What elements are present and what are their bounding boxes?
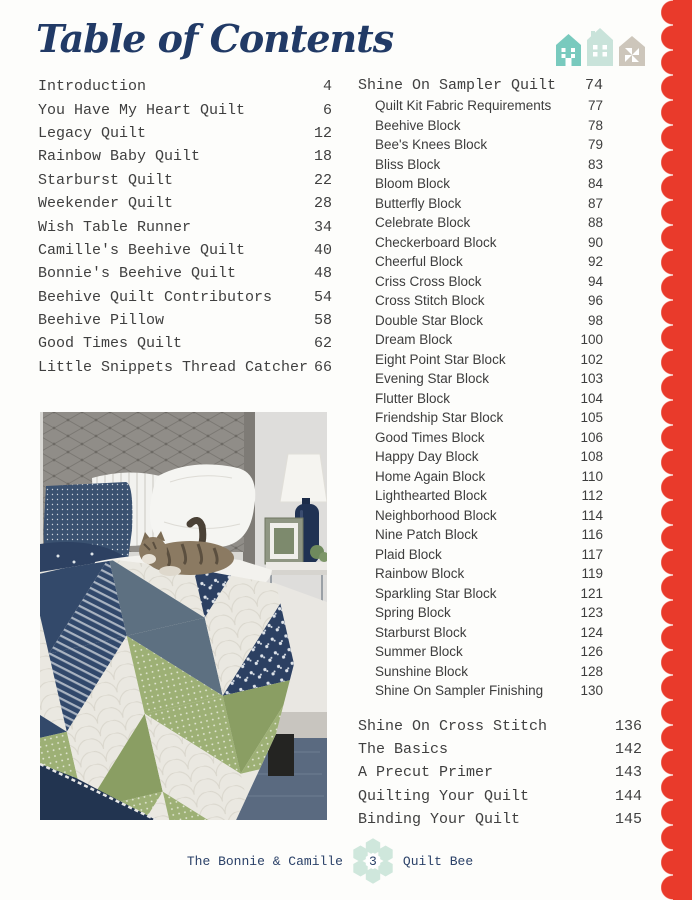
toc-sub-entry bbox=[375, 564, 603, 584]
toc-entry-page: 123 bbox=[580, 605, 603, 621]
toc-sub-entry bbox=[375, 135, 603, 155]
toc-entry-page: 28 bbox=[313, 195, 332, 213]
toc-entry-label: Quilting Your Quilt bbox=[358, 787, 530, 805]
toc-entry-page: 87 bbox=[587, 195, 603, 211]
toc-entry-label: Shine On Sampler Finishing bbox=[375, 683, 544, 699]
toc-entry-page: 98 bbox=[587, 312, 603, 328]
hexagon-flower-icon bbox=[348, 836, 398, 886]
toc-entry-page: 100 bbox=[580, 332, 603, 348]
toc-sub-entry bbox=[375, 525, 603, 545]
toc-entry-page: 126 bbox=[580, 644, 603, 660]
toc-left-list bbox=[38, 75, 332, 379]
toc-entry-label: Eight Point Star Block bbox=[375, 351, 506, 367]
bedroom-quilt-photo bbox=[40, 412, 327, 820]
toc-entry-page: 105 bbox=[580, 410, 603, 426]
toc-entry-page: 136 bbox=[614, 717, 642, 735]
toc-sub-entry bbox=[375, 506, 603, 526]
toc-entry-page: 40 bbox=[313, 241, 332, 259]
toc-sub-entry bbox=[375, 330, 603, 350]
toc-entry bbox=[358, 784, 642, 807]
page-title: Table of Contents bbox=[36, 16, 394, 61]
toc-entry bbox=[38, 239, 332, 262]
toc-entry-label: Beehive Quilt Contributors bbox=[38, 288, 273, 306]
toc-entry-label: Wish Table Runner bbox=[38, 218, 192, 236]
toc-entry bbox=[38, 169, 332, 192]
toc-entry-label: Cheerful Block bbox=[375, 254, 463, 270]
toc-entry-label: Happy Day Block bbox=[375, 449, 479, 465]
toc-entry-page: 106 bbox=[580, 429, 603, 445]
toc-entry-label: Lighthearted Block bbox=[375, 488, 487, 504]
footer bbox=[0, 836, 660, 886]
toc-sub-entry bbox=[375, 311, 603, 331]
toc-sub-entry bbox=[375, 96, 603, 116]
toc-entry-page: 145 bbox=[614, 810, 642, 828]
toc-entry bbox=[38, 145, 332, 168]
toc-entry-sampler-heading bbox=[358, 75, 603, 96]
footer-left-text: The Bonnie & Camille bbox=[186, 853, 343, 869]
toc-entry-page: 90 bbox=[587, 234, 603, 250]
toc-entry bbox=[38, 332, 332, 355]
toc-sub-entry bbox=[375, 447, 603, 467]
teal-house-icon bbox=[556, 34, 581, 71]
toc-entry-page: 124 bbox=[580, 624, 603, 640]
toc-entry bbox=[358, 761, 642, 784]
toc-sub-entry bbox=[375, 155, 603, 175]
toc-entry-label: Quilt Kit Fabric Requirements bbox=[375, 98, 552, 114]
toc-sub-entry bbox=[375, 486, 603, 506]
toc-entry-label: Bonnie's Beehive Quilt bbox=[38, 265, 237, 283]
toc-entry bbox=[38, 192, 332, 215]
toc-sub-entry bbox=[375, 642, 603, 662]
toc-entry bbox=[38, 356, 332, 379]
toc-entry-label: Flutter Block bbox=[375, 390, 451, 406]
toc-entry-label: Little Snippets Thread Catcher bbox=[38, 358, 309, 376]
toc-entry bbox=[38, 309, 332, 332]
toc-entry-page: 79 bbox=[587, 137, 603, 153]
toc-entry-label: Celebrate Block bbox=[375, 215, 471, 231]
toc-entry-page: 142 bbox=[614, 740, 642, 758]
toc-entry-page: 12 bbox=[313, 124, 332, 142]
toc-entry-label: Good Times Block bbox=[375, 429, 485, 445]
toc-entry-label: Nine Patch Block bbox=[375, 527, 478, 543]
toc-sub-entry bbox=[375, 272, 603, 292]
toc-entry-label: Checkerboard Block bbox=[375, 234, 497, 250]
toc-entry-page: 74 bbox=[584, 77, 603, 94]
toc-entry-label: Double Star Block bbox=[375, 312, 484, 328]
toc-entry-label: Dream Block bbox=[375, 332, 453, 348]
toc-sub-entry bbox=[375, 116, 603, 136]
toc-entry-page: 77 bbox=[587, 98, 603, 114]
toc-entry bbox=[38, 122, 332, 145]
toc-sub-entry bbox=[375, 389, 603, 409]
toc-entry-page: 6 bbox=[322, 101, 332, 119]
toc-entry-page: 66 bbox=[313, 358, 332, 376]
toc-entry bbox=[38, 262, 332, 285]
toc-entry-label: Butterfly Block bbox=[375, 195, 462, 211]
toc-entry-label: Shine On Cross Stitch bbox=[358, 717, 548, 735]
toc-entry-label: Starburst Quilt bbox=[38, 171, 174, 189]
toc-entry-page: 48 bbox=[313, 265, 332, 283]
toc-entry-label: Bloom Block bbox=[375, 176, 451, 192]
toc-entry bbox=[38, 286, 332, 309]
toc-entry-label: Rainbow Block bbox=[375, 566, 465, 582]
toc-entry-label: Camille's Beehive Quilt bbox=[38, 241, 246, 259]
toc-entry-label: Cross Stitch Block bbox=[375, 293, 485, 309]
toc-entry bbox=[38, 98, 332, 121]
toc-sub-entry bbox=[375, 545, 603, 565]
toc-entry-label: Sunshine Block bbox=[375, 663, 469, 679]
toc-entry-page: 114 bbox=[581, 507, 603, 523]
toc-entry-page: 88 bbox=[587, 215, 603, 231]
toc-entry-page: 62 bbox=[313, 335, 332, 353]
toc-sub-entry bbox=[375, 623, 603, 643]
toc-entry-page: 4 bbox=[322, 78, 332, 96]
toc-entry-page: 110 bbox=[581, 468, 603, 484]
toc-entry-page: 92 bbox=[587, 254, 603, 270]
toc-entry-page: 103 bbox=[580, 371, 603, 387]
toc-entry-label: Sparkling Star Block bbox=[375, 585, 497, 601]
toc-entry bbox=[358, 808, 642, 831]
toc-entry-label: Plaid Block bbox=[375, 546, 442, 562]
toc-entry-page: 54 bbox=[313, 288, 332, 306]
toc-entry-page: 117 bbox=[581, 546, 603, 562]
toc-entry-page: 143 bbox=[614, 764, 642, 782]
toc-entry-page: 128 bbox=[580, 663, 603, 679]
toc-entry bbox=[38, 215, 332, 238]
toc-entry-label: Starburst Block bbox=[375, 624, 467, 640]
toc-entry-label: You Have My Heart Quilt bbox=[38, 101, 246, 119]
toc-entry-label: Evening Star Block bbox=[375, 371, 490, 387]
toc-entry-label: Beehive Block bbox=[375, 117, 461, 133]
toc-entry-label: Friendship Star Block bbox=[375, 410, 504, 426]
scallop-border-icon bbox=[661, 0, 673, 900]
house-icons bbox=[556, 28, 645, 71]
toc-entry bbox=[358, 715, 642, 738]
toc-entry-page: 22 bbox=[313, 171, 332, 189]
toc-sub-entry bbox=[375, 662, 603, 682]
toc-entry-page: 102 bbox=[580, 351, 603, 367]
toc-entry-page: 96 bbox=[587, 293, 603, 309]
toc-sub-entry bbox=[375, 603, 603, 623]
toc-entry-label: Bliss Block bbox=[375, 156, 441, 172]
toc-sub-entry bbox=[375, 584, 603, 604]
toc-sub-entry bbox=[375, 233, 603, 253]
toc-entry-page: 130 bbox=[580, 683, 603, 699]
toc-entry-page: 58 bbox=[313, 312, 332, 330]
toc-sub-entry bbox=[375, 174, 603, 194]
pinwheel-house-icon bbox=[619, 36, 645, 71]
toc-sub-entry bbox=[375, 350, 603, 370]
toc-sub-entry bbox=[375, 681, 603, 701]
toc-entry-page: 104 bbox=[580, 390, 603, 406]
toc-entry-page: 78 bbox=[587, 117, 603, 133]
toc-entry-label: A Precut Primer bbox=[358, 764, 494, 782]
toc-entry-label: Shine On Sampler Quilt bbox=[358, 77, 557, 94]
toc-sub-entry bbox=[375, 467, 603, 487]
toc-entry-page: 121 bbox=[580, 585, 603, 601]
toc-sub-entry bbox=[375, 213, 603, 233]
toc-entry-label: Spring Block bbox=[375, 605, 451, 621]
toc-entry-page: 83 bbox=[587, 156, 603, 172]
toc-entry bbox=[38, 75, 332, 98]
toc-entry-label: Introduction bbox=[38, 78, 147, 96]
toc-sub-entry bbox=[375, 428, 603, 448]
toc-entry-page: 116 bbox=[581, 527, 603, 543]
toc-entry-page: 18 bbox=[313, 148, 332, 166]
toc-entry-label: Beehive Pillow bbox=[38, 312, 165, 330]
toc-sub-entry bbox=[375, 194, 603, 214]
toc-entry-page: 84 bbox=[587, 176, 603, 192]
scallop-border-strip bbox=[673, 0, 692, 900]
toc-entry-page: 119 bbox=[581, 566, 603, 582]
toc-entry-label: Neighborhood Block bbox=[375, 507, 497, 523]
toc-entry-page: 144 bbox=[614, 787, 642, 805]
mint-house-icon bbox=[587, 28, 613, 71]
footer-page-number: 3 bbox=[369, 853, 377, 869]
toc-entry-label: Summer Block bbox=[375, 644, 463, 660]
toc-entry-label: Rainbow Baby Quilt bbox=[38, 148, 201, 166]
toc-right-list bbox=[358, 75, 648, 831]
toc-entry-page: 108 bbox=[580, 449, 603, 465]
footer-right-text: Quilt Bee bbox=[402, 853, 474, 869]
toc-entry-label: Home Again Block bbox=[375, 468, 486, 484]
toc-entry-page: 34 bbox=[313, 218, 332, 236]
sampler-sub-list bbox=[358, 96, 648, 701]
toc-entry-page: 94 bbox=[587, 273, 603, 289]
toc-bottom-list bbox=[358, 715, 648, 831]
toc-entry-label: Good Times Quilt bbox=[38, 335, 183, 353]
toc-sub-entry bbox=[375, 408, 603, 428]
toc-entry-label: Criss Cross Block bbox=[375, 273, 482, 289]
toc-entry-label: The Basics bbox=[358, 740, 449, 758]
toc-entry-label: Weekender Quilt bbox=[38, 195, 174, 213]
toc-sub-entry bbox=[375, 252, 603, 272]
toc-sub-entry bbox=[375, 369, 603, 389]
toc-entry bbox=[358, 738, 642, 761]
toc-entry-page: 112 bbox=[581, 488, 603, 504]
toc-entry-label: Bee's Knees Block bbox=[375, 137, 488, 153]
toc-entry-label: Legacy Quilt bbox=[38, 124, 147, 142]
toc-sub-entry bbox=[375, 291, 603, 311]
toc-entry-label: Binding Your Quilt bbox=[358, 810, 521, 828]
